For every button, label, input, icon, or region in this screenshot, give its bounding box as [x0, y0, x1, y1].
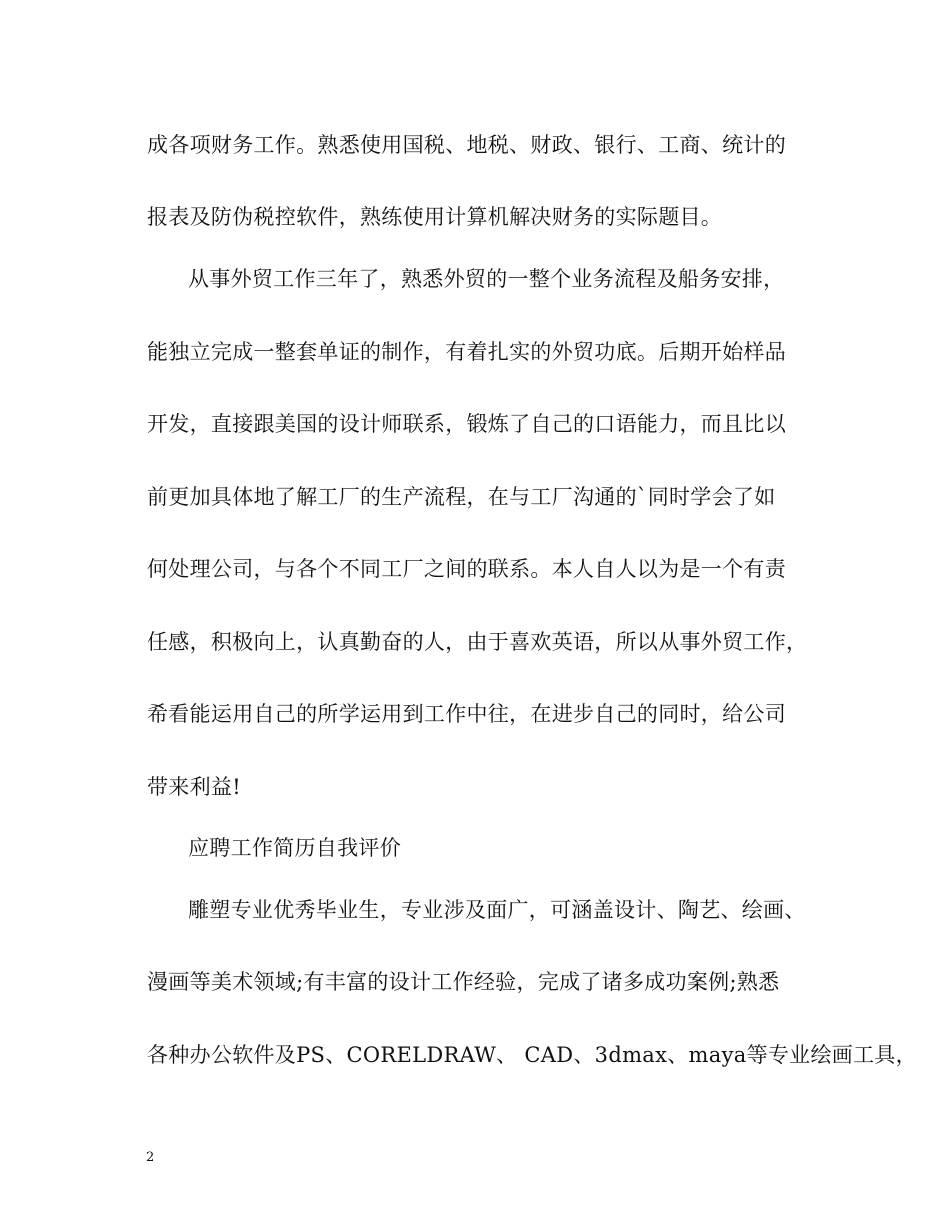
text-line: 带来利益! [147, 775, 241, 799]
text-line: 希看能运用自己的所学运用到工作中往，在进步自己的同时，给公司 [147, 702, 786, 726]
page-number: 2 [146, 1150, 155, 1165]
text-line: 开发，直接跟美国的设计师联系，锻炼了自己的口语能力，而且比以 [147, 412, 786, 436]
section-heading: 应聘工作简历自我评价 [188, 836, 401, 860]
text-line: 任感，积极向上，认真勤奋的人，由于喜欢英语，所以从事外贸工作， [147, 630, 808, 654]
text-line: 报表及防伪税控软件，熟练使用计算机解决财务的实际题目。 [147, 205, 723, 229]
text-line: 前更加具体地了解工厂的生产流程，在与工厂沟通的`同时学会了如 [147, 485, 776, 509]
paragraph-start-line: 从事外贸工作三年了，熟悉外贸的一整个业务流程及船务安排， [188, 267, 785, 291]
text-line: 能独立完成一整套单证的制作，有着扎实的外贸功底。后期开始样品 [147, 340, 786, 364]
text-line: 何处理公司，与各个不同工厂之间的联系。本人自人以为是一个有责 [147, 557, 786, 581]
text-line: 各种办公软件及PS、CORELDRAW、 CAD、3dmax、maya等专业绘画工具， [147, 1043, 917, 1067]
paragraph-start-line: 雕塑专业优秀毕业生，专业涉及面广，可涵盖设计、陶艺、绘画、 [188, 898, 806, 922]
text-line: 漫画等美术领域;有丰富的设计工作经验，完成了诸多成功案例;熟悉 [147, 970, 780, 994]
text-line: 成各项财务工作。熟悉使用国税、地税、财政、银行、工商、统计的 [147, 133, 786, 157]
